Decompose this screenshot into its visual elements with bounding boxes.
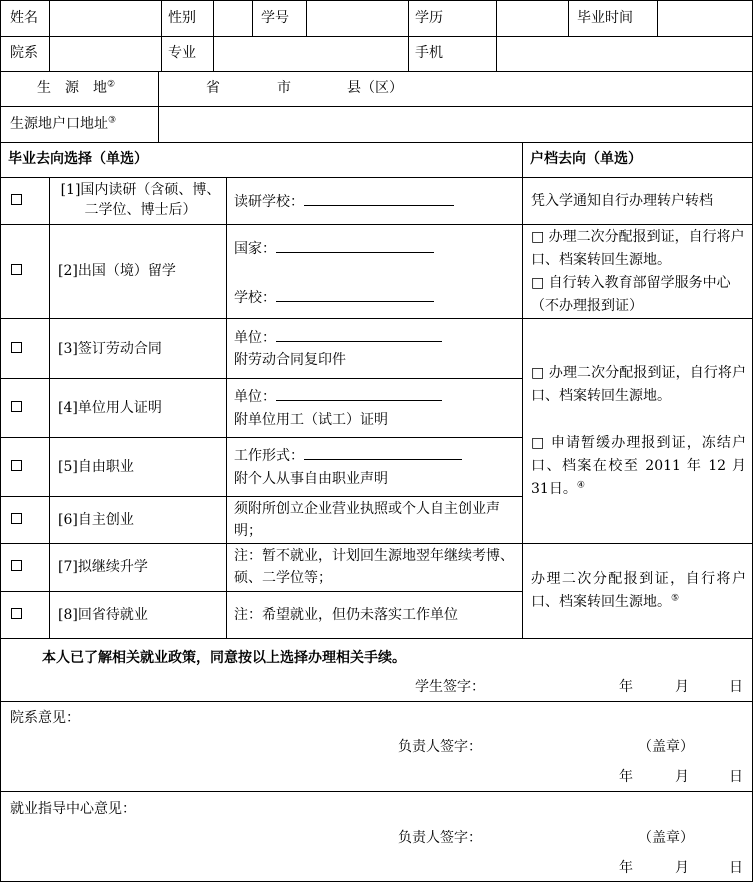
hukou-field[interactable] [159,107,751,141]
option-3-note: 附劳动合同复印件 [234,352,346,368]
center-opinion-label: 就业指导中心意见： [10,801,136,817]
archive-3-note: ④ [576,480,585,491]
archive-4-note: ⑤ [671,593,680,604]
name-label: 姓名 [10,10,38,26]
option-4-checkbox[interactable] [11,401,22,412]
major-field[interactable] [214,37,407,70]
grad-time-label: 毕业时间 [577,10,633,26]
center-seal-label: （盖章） [638,830,694,846]
option-5-label: [5]自由职业 [58,459,134,475]
option-8-note: 注：希望就业，但仍未落实工作单位 [234,607,458,623]
option-6-note: 须附所创立企业营业执照或个人自主创业声明； [234,501,500,539]
student-sign-label: 学生签字： [415,679,485,695]
option-2-checkbox[interactable] [11,264,22,275]
option-1-detail: 读研学校： [234,191,454,212]
dept-year: 年 [619,769,633,785]
option-7-note: 注：暂不就业，计划回生源地翌年继续考博、硕、二学位等； [234,548,514,586]
dept-opinion-label: 院系意见： [10,710,80,726]
archive-2-option-a[interactable]: □ 办理二次分配报到证，自行将户口、档案转回生源地。 [531,229,745,268]
center-month: 月 [675,860,689,876]
option-8-checkbox[interactable] [11,608,22,619]
option-8-label: [8]回省待就业 [58,607,148,623]
dept-month: 月 [675,769,689,785]
origin-province: 省 [206,80,220,96]
phone-field[interactable] [497,37,751,70]
gender-field[interactable] [214,1,251,35]
name-field[interactable] [50,1,160,35]
origin-label: 生 源 地② [37,79,116,96]
origin-county: 县（区） [347,80,403,96]
origin-note: ② [107,79,116,90]
education-label: 学历 [415,10,443,26]
student-sign-month: 月 [675,679,689,695]
archive-3-option-b[interactable]: □ 申请暂缓办理报到证，冻结户口、档案在校至 2011 年 12 月31日。④ [531,435,746,497]
hukou-note: ③ [108,115,117,126]
dept-seal-label: （盖章） [638,739,694,755]
option-6-checkbox[interactable] [11,513,22,524]
center-day: 日 [729,860,743,876]
choice-section-title: 毕业去向选择（单选） [8,151,148,167]
gender-label: 性别 [168,10,196,26]
dept-leader-sign-label: 负责人签字： [398,739,482,755]
hukou-label: 生源地户口地址③ [10,115,117,132]
option-5-form: 工作形式： [234,445,462,466]
option-1-checkbox[interactable] [11,194,22,205]
student-id-label: 学号 [261,10,289,26]
option-5-note: 附个人从事自由职业声明 [234,471,388,487]
option-2-label: [2]出国（境）留学 [58,263,176,279]
option-4-label: [4]单位用人证明 [58,400,162,416]
dept-day: 日 [729,769,743,785]
archive-3-option-a[interactable]: □ 办理二次分配报到证，自行将户口、档案转回生源地。 [531,365,746,404]
option-5-checkbox[interactable] [11,460,22,471]
archive-1-text: 凭入学通知自行办理转户转档 [531,193,713,209]
student-id-field[interactable] [307,1,407,35]
department-field[interactable] [50,37,160,70]
phone-label: 手机 [415,45,443,61]
origin-city: 市 [277,80,291,96]
education-field[interactable] [497,1,567,35]
center-leader-sign-label: 负责人签字： [398,830,482,846]
department-label: 院系 [10,45,38,61]
grad-time-field[interactable] [658,1,751,35]
student-sign-year: 年 [619,679,633,695]
center-year: 年 [619,860,633,876]
statement: 本人已了解相关就业政策，同意按以上选择办理相关手续。 [42,650,406,666]
option-7-checkbox[interactable] [11,560,22,571]
option-1-label: [1]国内读研（含硕、博、二学位、博士后） [60,182,221,218]
archive-section-title: 户档去向（单选） [530,151,642,167]
archive-4-text: 办理二次分配报到证，自行将户口、档案转回生源地。⑤ [531,571,746,610]
major-label: 专业 [168,45,196,61]
option-4-unit: 单位： [234,386,442,407]
option-2-school: 学校： [234,287,434,308]
option-3-label: [3]签订劳动合同 [58,341,162,357]
option-3-checkbox[interactable] [11,342,22,353]
option-2-country: 国家： [234,238,434,259]
student-sign-day: 日 [729,679,743,695]
option-6-label: [6]自主创业 [58,512,134,528]
archive-2-option-b[interactable]: □ 自行转入教育部留学服务中心（不办理报到证） [531,275,731,314]
option-7-label: [7]拟继续升学 [58,559,148,575]
option-3-unit: 单位： [234,327,442,348]
option-4-note: 附单位用工（试工）证明 [234,412,388,428]
